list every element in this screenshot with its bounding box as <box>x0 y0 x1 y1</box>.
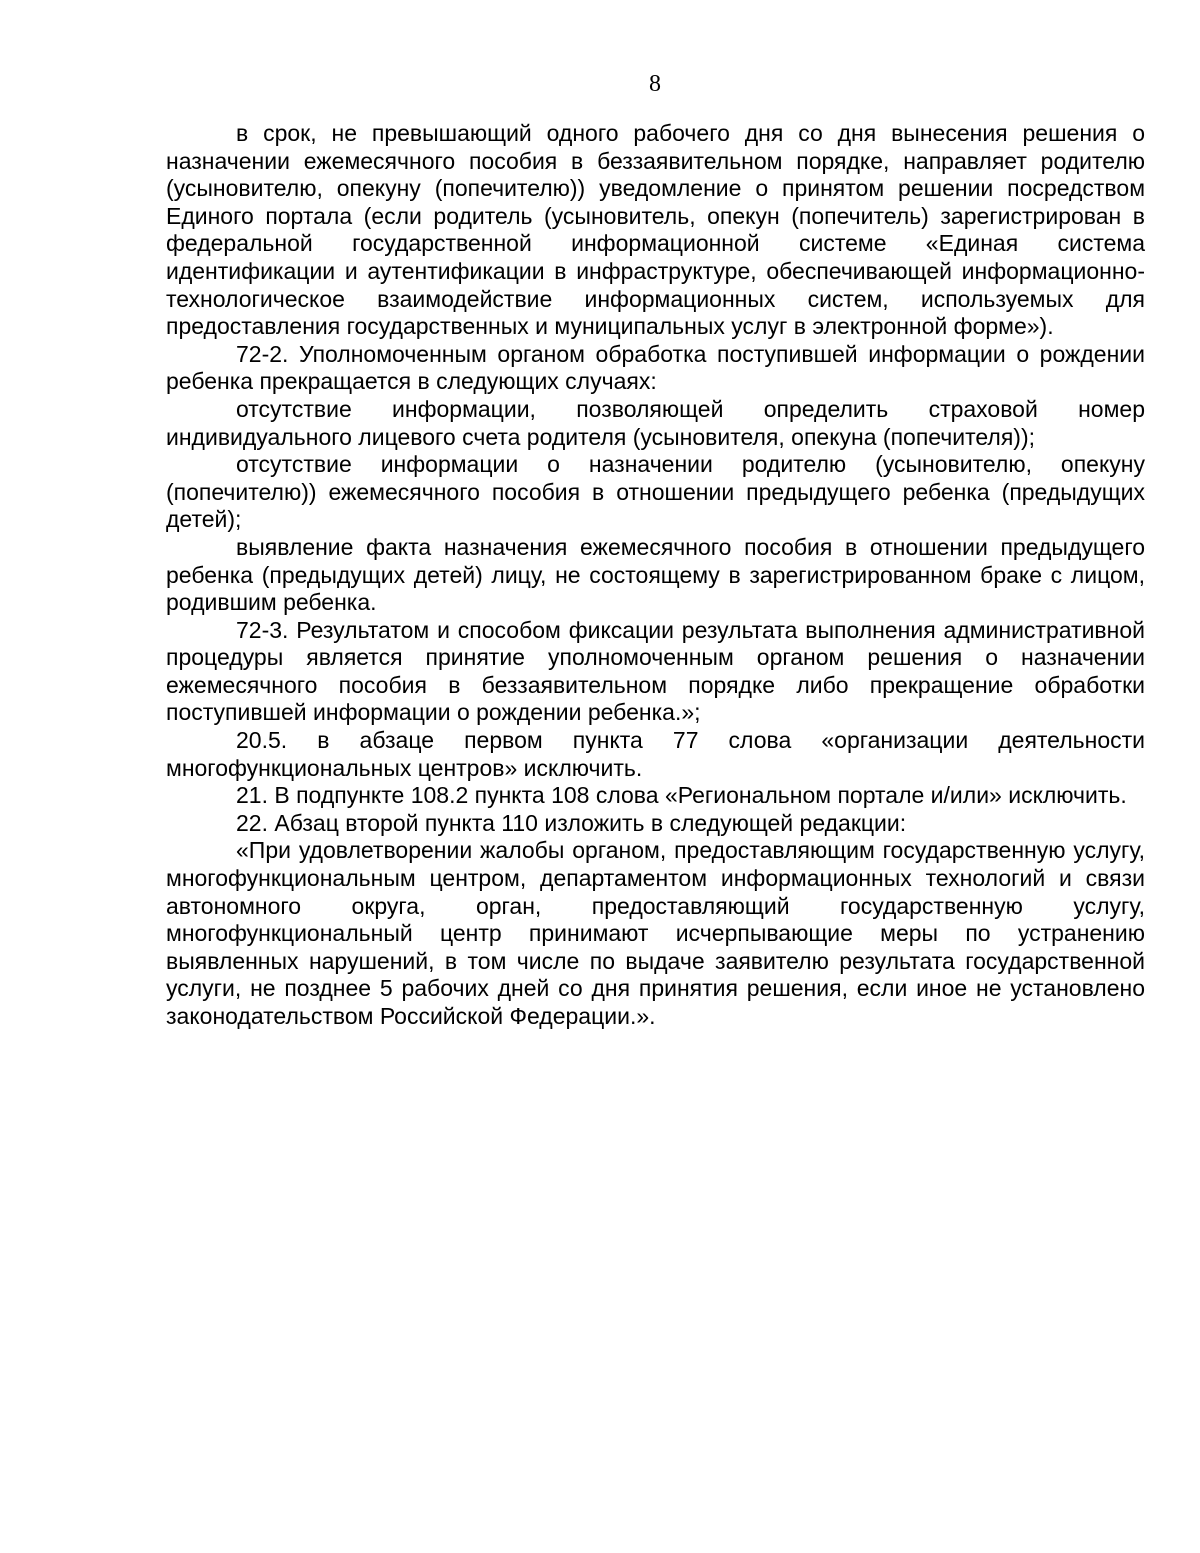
paragraph-72-2: 72-2. Уполномоченным органом обработка поступившей информации о рождении ребенка прекращается в следующих случаях: <box>166 340 1145 395</box>
paragraph-complaint-satisfaction: «При удовлетворении жалобы органом, предоставляющим государственную услугу, многофункциональным центром, департаментом информационных технологий и связи автономного округа, орган, предоставляющий государственную услугу, многофункциональный центр принимают исчерпывающие меры по устранению выявленных нарушений, в том числе по выдаче заявителю результата государственной услуги, не позднее 5 рабочих дней со дня принятия решения, если иное не установлено законодательством Российской Федерации.». <box>166 837 1145 1029</box>
paragraph-72-3: 72-3. Результатом и способом фиксации результата выполнения административной процедуры является принятие уполномоченным органом решения о назначении ежемесячного пособия в беззаявительном порядке либо прекращение обработки поступившей информации о рождении ребенка.»; <box>166 616 1145 726</box>
paragraph-20-5: 20.5. в абзаце первом пункта 77 слова «организации деятельности многофункциональных центров» исключить. <box>166 727 1145 781</box>
document-body <box>166 120 1145 1031</box>
page-number: 8 <box>649 71 661 97</box>
paragraph-22: 22. Абзац второй пункта 110 изложить в следующей редакции: <box>236 809 907 836</box>
paragraph-case-no-previous-benefit: отсутствие информации о назначении родителю (усыновителю, опекуну (попечителю)) ежемесячного пособия в отношении предыдущего ребенка (предыдущих детей); <box>166 451 1145 533</box>
paragraph-case-no-snils: отсутствие информации, позволяющей определить страховой номер индивидуального лицевого счета родителя (усыновителя, опекуна (попечителя)); <box>166 395 1145 450</box>
paragraph-notification: в срок, не превышающий одного рабочего дня со дня вынесения решения о назначении ежемесячного пособия в беззаявительном порядке, направляет родителю (усыновителю, опекуну (попечителю)) уведомление о принятом решении посредством Единого портала (если родитель (усыновитель, опекун (попечитель) зарегистрирован в федеральной государственной информационной системе «Единая система идентификации и аутентификации в инфраструктуре, обеспечивающей информационно-технологическое взаимодействие информационных систем, используемых для предоставления государственных и муниципальных услуг в электронной форме»). <box>166 120 1145 340</box>
paragraph-21: 21. В подпункте 108.2 пункта 108 слова «Региональном портале и/или» исключить. <box>236 782 1127 809</box>
paragraph-case-unmarried: выявление факта назначения ежемесячного пособия в отношении предыдущего ребенка (предыдущих детей) лицу, не состоящему в зарегистрированном браке с лицом, родившим ребенка. <box>166 533 1145 616</box>
